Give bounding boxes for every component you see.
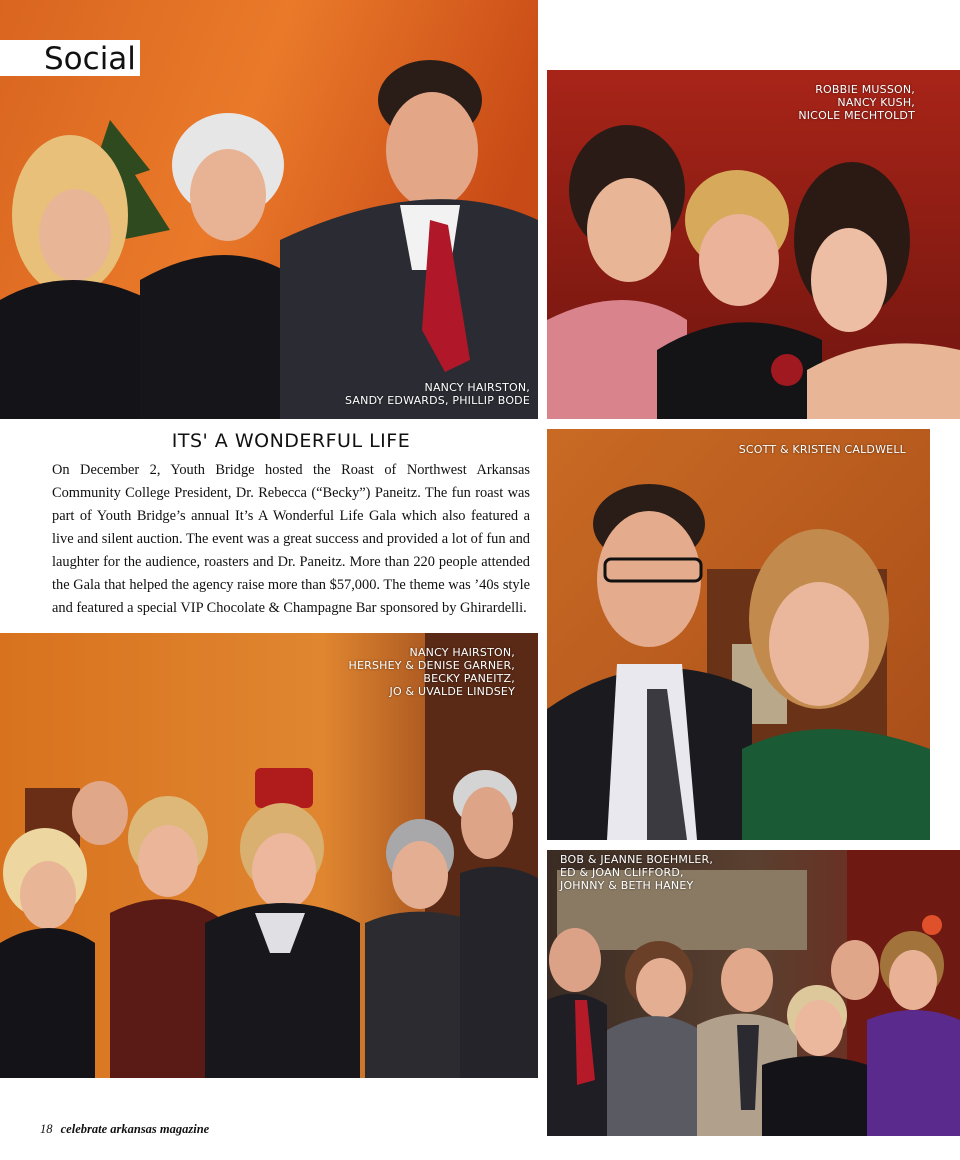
photo-top-left-caption — [345, 381, 530, 407]
photo-top-right — [547, 70, 960, 419]
caption-line: JOHNNY & BETH HANEY — [560, 879, 694, 892]
caption-line: NICOLE MECHTOLDT — [798, 109, 915, 122]
article-title: ITS' A WONDERFUL LIFE — [171, 430, 411, 452]
photo-bottom-left — [0, 633, 538, 1078]
photo-bottom-left-image — [0, 633, 538, 1078]
caption-line: BOB & JEANNE BOEHMLER, — [560, 853, 714, 866]
page-number: 18 — [40, 1122, 53, 1136]
photo-bottom-right-image — [547, 850, 960, 1136]
photo-middle-right-caption — [739, 443, 906, 456]
caption-line: JO & UVALDE LINDSEY — [389, 685, 515, 698]
photo-bottom-right — [547, 850, 960, 1136]
photo-middle-right-image — [547, 429, 930, 840]
caption-line: SANDY EDWARDS, PHILLIP BODE — [345, 394, 530, 407]
caption-line: ROBBIE MUSSON, — [815, 83, 915, 96]
magazine-name: celebrate arkansas magazine — [60, 1122, 210, 1136]
photo-middle-right — [547, 429, 930, 840]
caption-line: ED & JOAN CLIFFORD, — [560, 866, 684, 879]
photo-bottom-left-caption — [349, 646, 516, 698]
caption-line: NANCY KUSH, — [837, 96, 915, 109]
photo-bottom-right-caption — [560, 853, 713, 892]
caption-line: BECKY PANEITZ, — [423, 672, 515, 685]
photo-top-right-caption — [798, 83, 915, 122]
caption-line: NANCY HAIRSTON, — [409, 646, 515, 659]
caption-line: NANCY HAIRSTON, — [424, 381, 530, 394]
caption-line: HERSHEY & DENISE GARNER, — [348, 659, 515, 672]
section-label: Social — [0, 40, 140, 76]
photo-top-right-image — [547, 70, 960, 419]
caption-line: SCOTT & KRISTEN CALDWELL — [738, 443, 906, 456]
article-body: On December 2, Youth Bridge hosted the Roast of Northwest Arkansas Community College President, Dr. Rebecca (“Becky”) Paneitz. The fun roast was part of Youth Bridge’s annual It’s A Wonderful Life Gala which also featured a live and silent auction. The event was a great success and provided a lot of fun and laughter for the audience, roasters and Dr. Paneitz. More than 220 people attended the Gala that helped the agency raise more than $57,000. The theme was ’40s style and featured a special VIP Chocolate & Champagne Bar sponsored by Ghirardelli. — [52, 462, 530, 616]
page-footer — [40, 1122, 209, 1137]
